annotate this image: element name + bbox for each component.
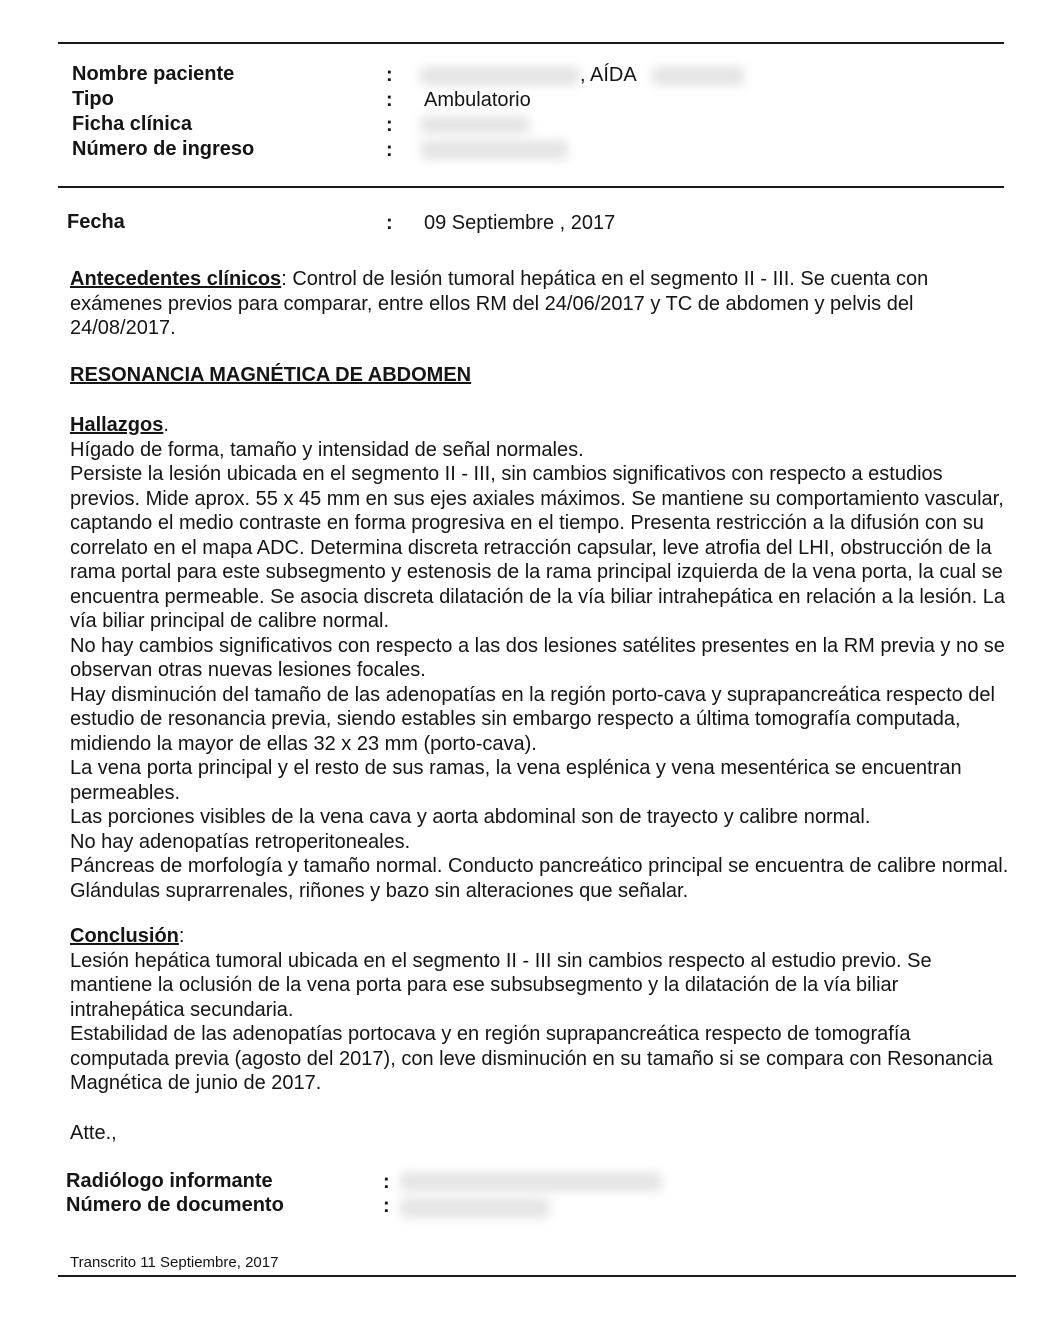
date-label: Fecha [67, 211, 125, 233]
conclusion-heading: Conclusión [70, 925, 179, 947]
conclusion-paragraph: Estabilidad de las adenopatías portocava y en región suprapancreática respecto de tomografía computada previa (agosto del 2017), con leve disminución en su tamaño si se compara con Resonancia Magnética de junio de 2017. [70, 1023, 993, 1094]
redacted-admission-number [420, 140, 568, 160]
redacted-name-rest [652, 66, 744, 86]
redacted-surname [420, 66, 580, 86]
findings-paragraph: No hay cambios significativos con respecto a las dos lesiones satélites presentes en la RM previa y no se observan otras nuevas lesiones focales. [70, 634, 1005, 681]
closing: Atte., [70, 1122, 117, 1144]
findings-section: Hallazgos. Hígado de forma, tamaño y intensidad de señal normales. Persiste la lesión ubicada en el segmento II - III, sin cambios significativos con respecto a estudios previos. Mide aprox. 55 x 45 mm en sus ejes axiales máximos. Se mantiene su comportamiento vascular, captando el medio contraste en forma progresiva en el tiempo. Presenta restricción a la difusión con su correlato en el mapa ADC. Determina discreta retracción capsular, leve atrofia del LHI, obstrucción de la rama portal para este subsegmento y estenosis de la rama principal izquierda de la vena porta, la cual se encuentra permeable. Se asocia discreta dilatación de la vía biliar intrahepática en relación a la lesión. La vía biliar principal de calibre normal. No hay cambios significativos con respecto a las dos lesiones satélites presentes en la RM previa y no se observan otras nuevas lesiones focales. Hay disminución del tamaño de las adenopatías en la región porto-cava y suprapancreática respecto del estudio de resonancia previa, siendo estables sin embargo respecto a última tomografía computada, midiendo la mayor de ellas 32 x 23 mm (porto-cava). La vena porta principal y el resto de sus ramas, la vena esplénica y vena mesentérica se encuentran permeables. Las porciones visibles de la vena cava y aorta abdominal son de trayecto y calibre normal. No hay adenopatías retroperitoneales. Páncreas de morfología y tamaño normal. Conducto pancreático principal se encuentra de calibre normal. Glándulas suprarrenales, riñones y bazo sin alteraciones que señalar. [70, 414, 1009, 902]
findings-heading: Hallazgos [70, 414, 164, 436]
transcribed-date: Transcrito 11 Septiembre, 2017 [70, 1254, 279, 1271]
findings-paragraph: Persiste la lesión ubicada en el segmento II - III, sin cambios significativos con respecto a estudios previos. Mide aprox. 55 x 45 mm en sus ejes axiales máximos. Se mantiene su comportamiento vascular, captando el medio contraste en forma progresiva en el tiempo. Presenta restricción a la difusión con su correlato en el mapa ADC. Determina discreta retracción capsular, leve atrofia del LHI, obstrucción de la rama portal para este subsegmento y estenosis de la rama principal izquierda de la vena porta, la cual se encuentra permeable. Se asocia discreta dilatación de la vía biliar intrahepática en relación a la lesión. La vía biliar principal de calibre normal. [70, 463, 1006, 632]
study-title: RESONANCIA MAGNÉTICA DE ABDOMEN [70, 364, 472, 386]
header-rule [58, 186, 1004, 188]
conclusion-paragraph: Lesión hepática tumoral ubicada en el segmento II - III sin cambios respecto al estudio previo. Se mantiene la oclusión de la vena porta para ese subsubsegmento y la dilatación de la vía biliar intrahepática secundaria. [70, 949, 932, 1021]
findings-paragraph: No hay adenopatías retroperitoneales. [70, 830, 411, 853]
footer-rule [58, 1275, 1016, 1277]
colon: : [386, 64, 393, 86]
findings-paragraph: Hay disminución del tamaño de las adenopatías en la región porto-cava y suprapancreática respecto del estudio de resonancia previa, siendo estables sin embargo respecto a última tomografía computada, midiendo la mayor de ellas 32 x 23 mm (porto-cava). [70, 683, 995, 755]
patient-admission-label: Número de ingreso [72, 138, 255, 160]
history-heading: Antecedentes clínicos [70, 268, 282, 290]
patient-type-value: Ambulatorio [424, 89, 531, 111]
colon: : [386, 114, 393, 136]
colon: : [386, 139, 393, 161]
patient-type-label: Tipo [72, 88, 114, 110]
patient-chart-label: Ficha clínica [72, 113, 193, 135]
patient-name-value: , AÍDA [580, 64, 637, 86]
date-value: 09 Septiembre , 2017 [424, 212, 616, 234]
radiologist-label: Radiólogo informante [66, 1170, 273, 1192]
findings-paragraph: La vena porta principal y el resto de sus ramas, la vena esplénica y vena mesentérica se encuentran permeables. [70, 757, 962, 804]
conclusion-section: Conclusión: Lesión hepática tumoral ubicada en el segmento II - III sin cambios respecto al estudio previo. Se mantiene la oclusión de la vena porta para ese subsubsegmento y la dilatación de la vía biliar intrahepática secundaria. Estabilidad de las adenopatías portocava y en región suprapancreática respecto de tomografía computada previa (agosto del 2017), con leve disminución en su tamaño si se compara con Resonancia Magnética de junio de 2017. [70, 924, 1010, 1096]
colon: : [386, 89, 393, 111]
redacted-document-number [400, 1198, 550, 1218]
findings-paragraph: Las porciones visibles de la vena cava y aorta abdominal son de trayecto y calibre normal. [70, 806, 871, 828]
redacted-chart-number [420, 116, 530, 134]
colon: : [386, 212, 393, 234]
colon: : [383, 1195, 390, 1217]
findings-paragraph: Páncreas de morfología y tamaño normal. Conducto pancreático principal se encuentra de calibre normal. Glándulas suprarrenales, riñones y bazo sin alteraciones que señalar. [70, 855, 1009, 902]
document-number-label: Número de documento [66, 1194, 284, 1216]
patient-name-label: Nombre paciente [72, 63, 235, 85]
history-text: Control de lesión tumoral hepática en el segmento II - III. Se cuenta con exámenes previos para comparar, entre ellos RM del 24/06/2017 y TC de abdomen y pelvis del 24/08/2017. [70, 268, 929, 339]
top-rule [58, 42, 1004, 44]
clinical-history: Antecedentes clínicos: Control de lesión tumoral hepática en el segmento II - III. Se cuenta con exámenes previos para comparar, entre ellos RM del 24/06/2017 y TC de abdomen y pelvis del 24/08/2017. [70, 268, 929, 339]
findings-paragraph: Hígado de forma, tamaño y intensidad de señal normales. [70, 438, 584, 461]
redacted-radiologist-name [400, 1172, 662, 1192]
colon: : [383, 1171, 390, 1193]
